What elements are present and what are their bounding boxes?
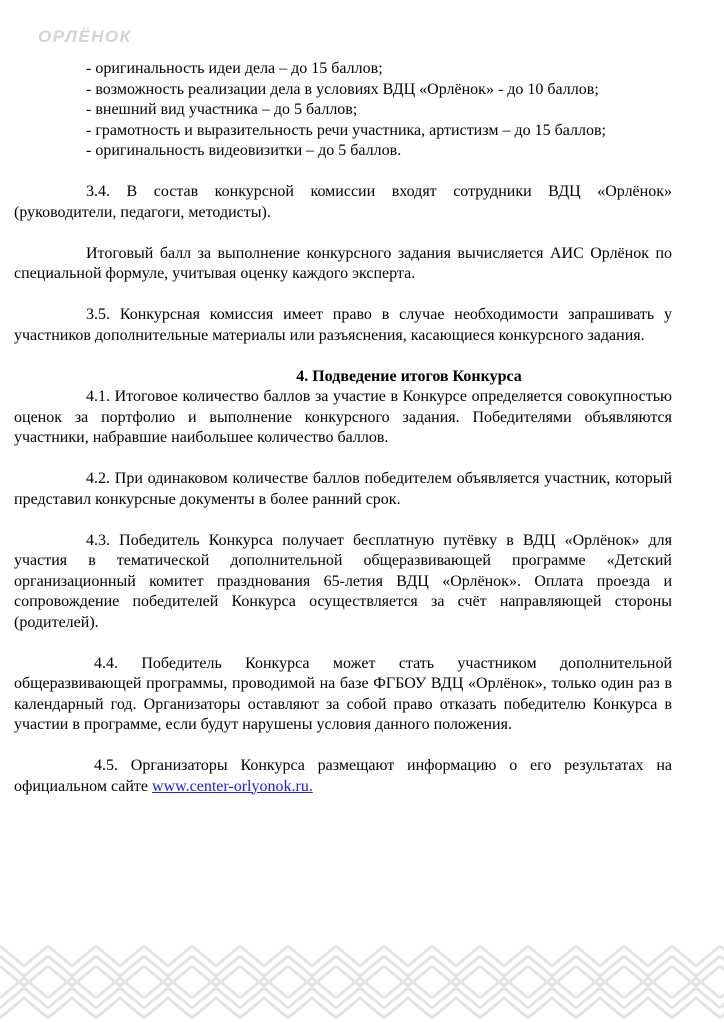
criteria-item-2: - возможность реализации дела в условиях ВДЦ «Орлёнок» - до 10 баллов; <box>86 80 599 98</box>
decorative-zigzag-pattern <box>0 936 724 1024</box>
paragraph-total-score: Итоговый балл за выполнение конкурсного задания вычисляется АИС Орлёнок по специальной формуле, учитывая оценку каждого эксперта. <box>14 244 672 282</box>
criteria-item-3: - внешний вид участника – до 5 баллов; <box>86 101 358 118</box>
criteria-item-5: - оригинальность видеовизитки – до 5 баллов. <box>86 142 402 159</box>
criteria-item-4: - грамотность и выразительность речи участника, артистизм – до 15 баллов; <box>86 121 606 139</box>
logo-text: ОРЛЁНОК <box>38 27 132 46</box>
paragraph-4-1: 4.1. Итоговое количество баллов за участие в Конкурсе определяется совокупностью оценок за портфолио и выполнение конкурсного задания. Победителями объявляются участники, набравшие наибольшее количество баллов. <box>14 388 672 446</box>
official-site-link[interactable]: www.center-orlyonok.ru. <box>152 777 313 795</box>
criteria-item-1: - оригинальность идеи дела – до 15 баллов; <box>86 60 383 77</box>
document-body <box>14 59 672 797</box>
paragraph-4-3: 4.3. Победитель Конкурса получает бесплатную путёвку в ВДЦ «Орлёнок» для участия в тематической дополнительной общеразвивающей программе «Детский организационный комитет празднования 65-летия ВДЦ «Орлёнок». Оплата проезда и сопровождение победителей Конкурса осуществляется за счёт направляющей стороны (родителей). <box>14 531 672 631</box>
orlyonok-logo <box>36 26 172 46</box>
paragraph-4-5-text: 4.5. Организаторы Конкурса размещают информацию о его результатах на официальном сайте <box>14 757 672 795</box>
criteria-list <box>86 59 672 162</box>
section-4-title: 4. Подведение итогов Конкурса <box>296 367 522 385</box>
paragraph-4-4: 4.4. Победитель Конкурса может стать участником дополнительной общеразвивающей программы, проводимой на базе ФГБОУ ВДЦ «Орлёнок», только один раз в календарный год. Организаторы оставляют за собой право отказать победителю Конкурса в участии в программе, если будут нарушены условия данного положения. <box>14 654 672 733</box>
paragraph-4-5 <box>14 756 672 797</box>
paragraph-3-4: 3.4. В состав конкурсной комиссии входят сотрудники ВДЦ «Орлёнок» (руководители, педагоги, методисты). <box>14 183 672 221</box>
paragraph-3-5: 3.5. Конкурсная комиссия имеет право в случае необходимости запрашивать у участников дополнительные материалы или разъяснения, касающиеся конкурсного задания. <box>14 306 672 344</box>
paragraph-4-2: 4.2. При одинаковом количестве баллов победителем объявляется участник, который представил конкурсные документы в более ранний срок. <box>14 470 672 508</box>
